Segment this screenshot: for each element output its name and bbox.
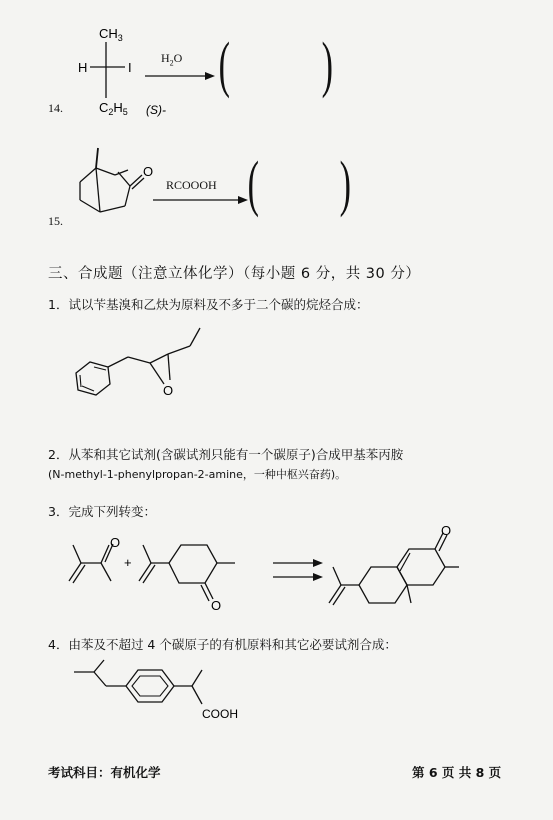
q15-left-paren: ( (247, 150, 260, 218)
c2h5-sub2: 5 (122, 107, 128, 117)
ketone-oxygen-label: O (143, 164, 154, 179)
carboxyl-label: COOH (202, 707, 238, 721)
c2h5-sub1: 2 (108, 107, 114, 117)
peracid-reagent-label: RCOOOH (166, 178, 217, 192)
c2h5-h-label: H (113, 100, 123, 115)
footer-subject: 考试科目：有机化学 (48, 765, 161, 780)
plus-sign: + (124, 555, 132, 570)
synthesis-4-target-ibuprofen (60, 658, 280, 738)
epoxide-oxygen-label: O (163, 383, 174, 398)
synthesis-3-scheme (55, 525, 525, 615)
s3-oxygen-2: O (211, 598, 222, 613)
h-atom-label: H (78, 60, 88, 75)
synthesis-1-target-epoxide (60, 318, 220, 428)
q14-right-paren: ) (321, 31, 334, 99)
iodine-label: I (128, 60, 132, 75)
synthesis-1-text: 1．试以苄基溴和乙炔为原料及不多于二个碳的烷烃合成： (48, 297, 369, 312)
question-15-bicyclic-ketone (70, 140, 170, 230)
s3-oxygen-3: O (441, 525, 452, 538)
question-14-number: 14. (48, 101, 63, 115)
configuration-label: (S)- (146, 103, 166, 117)
water-h-label: H (161, 51, 170, 65)
synthesis-2-text: 2．从苯和其它试剂(含碳试剂只能有一个碳原子)合成甲基苯丙胺 (48, 447, 404, 462)
synthesis-2-subtext: (N-methyl-1-phenylpropan-2-amine，一种中枢兴奋药)。 (48, 468, 347, 481)
water-subscript: 2 (169, 58, 174, 68)
ch3-label: CH (99, 26, 118, 41)
ch3-subscript: 3 (117, 33, 123, 43)
c2h5-c-label: C (99, 100, 109, 115)
synthesis-4-text: 4．由苯及不超过 4 个碳原子的有机原料和其它必要试剂合成： (48, 637, 397, 652)
question-15-arrow (153, 194, 248, 206)
svg-text:C2H5 (99, 100, 128, 117)
s3-oxygen-1: O (110, 535, 121, 550)
question-14-arrow (145, 70, 215, 82)
question-15-number: 15. (48, 214, 63, 228)
footer-page-number: 第 6 页 共 8 页 (412, 765, 502, 780)
svg-text:CH3 (99, 26, 123, 43)
water-o-label: O (173, 51, 183, 65)
synthesis-3-text: 3．完成下列转变： (48, 504, 156, 519)
section-heading: 三、合成题（注意立体化学）（每小题 6 分，共 30 分） (48, 266, 421, 282)
q15-right-paren: ) (339, 150, 352, 218)
q14-left-paren: ( (218, 31, 231, 99)
